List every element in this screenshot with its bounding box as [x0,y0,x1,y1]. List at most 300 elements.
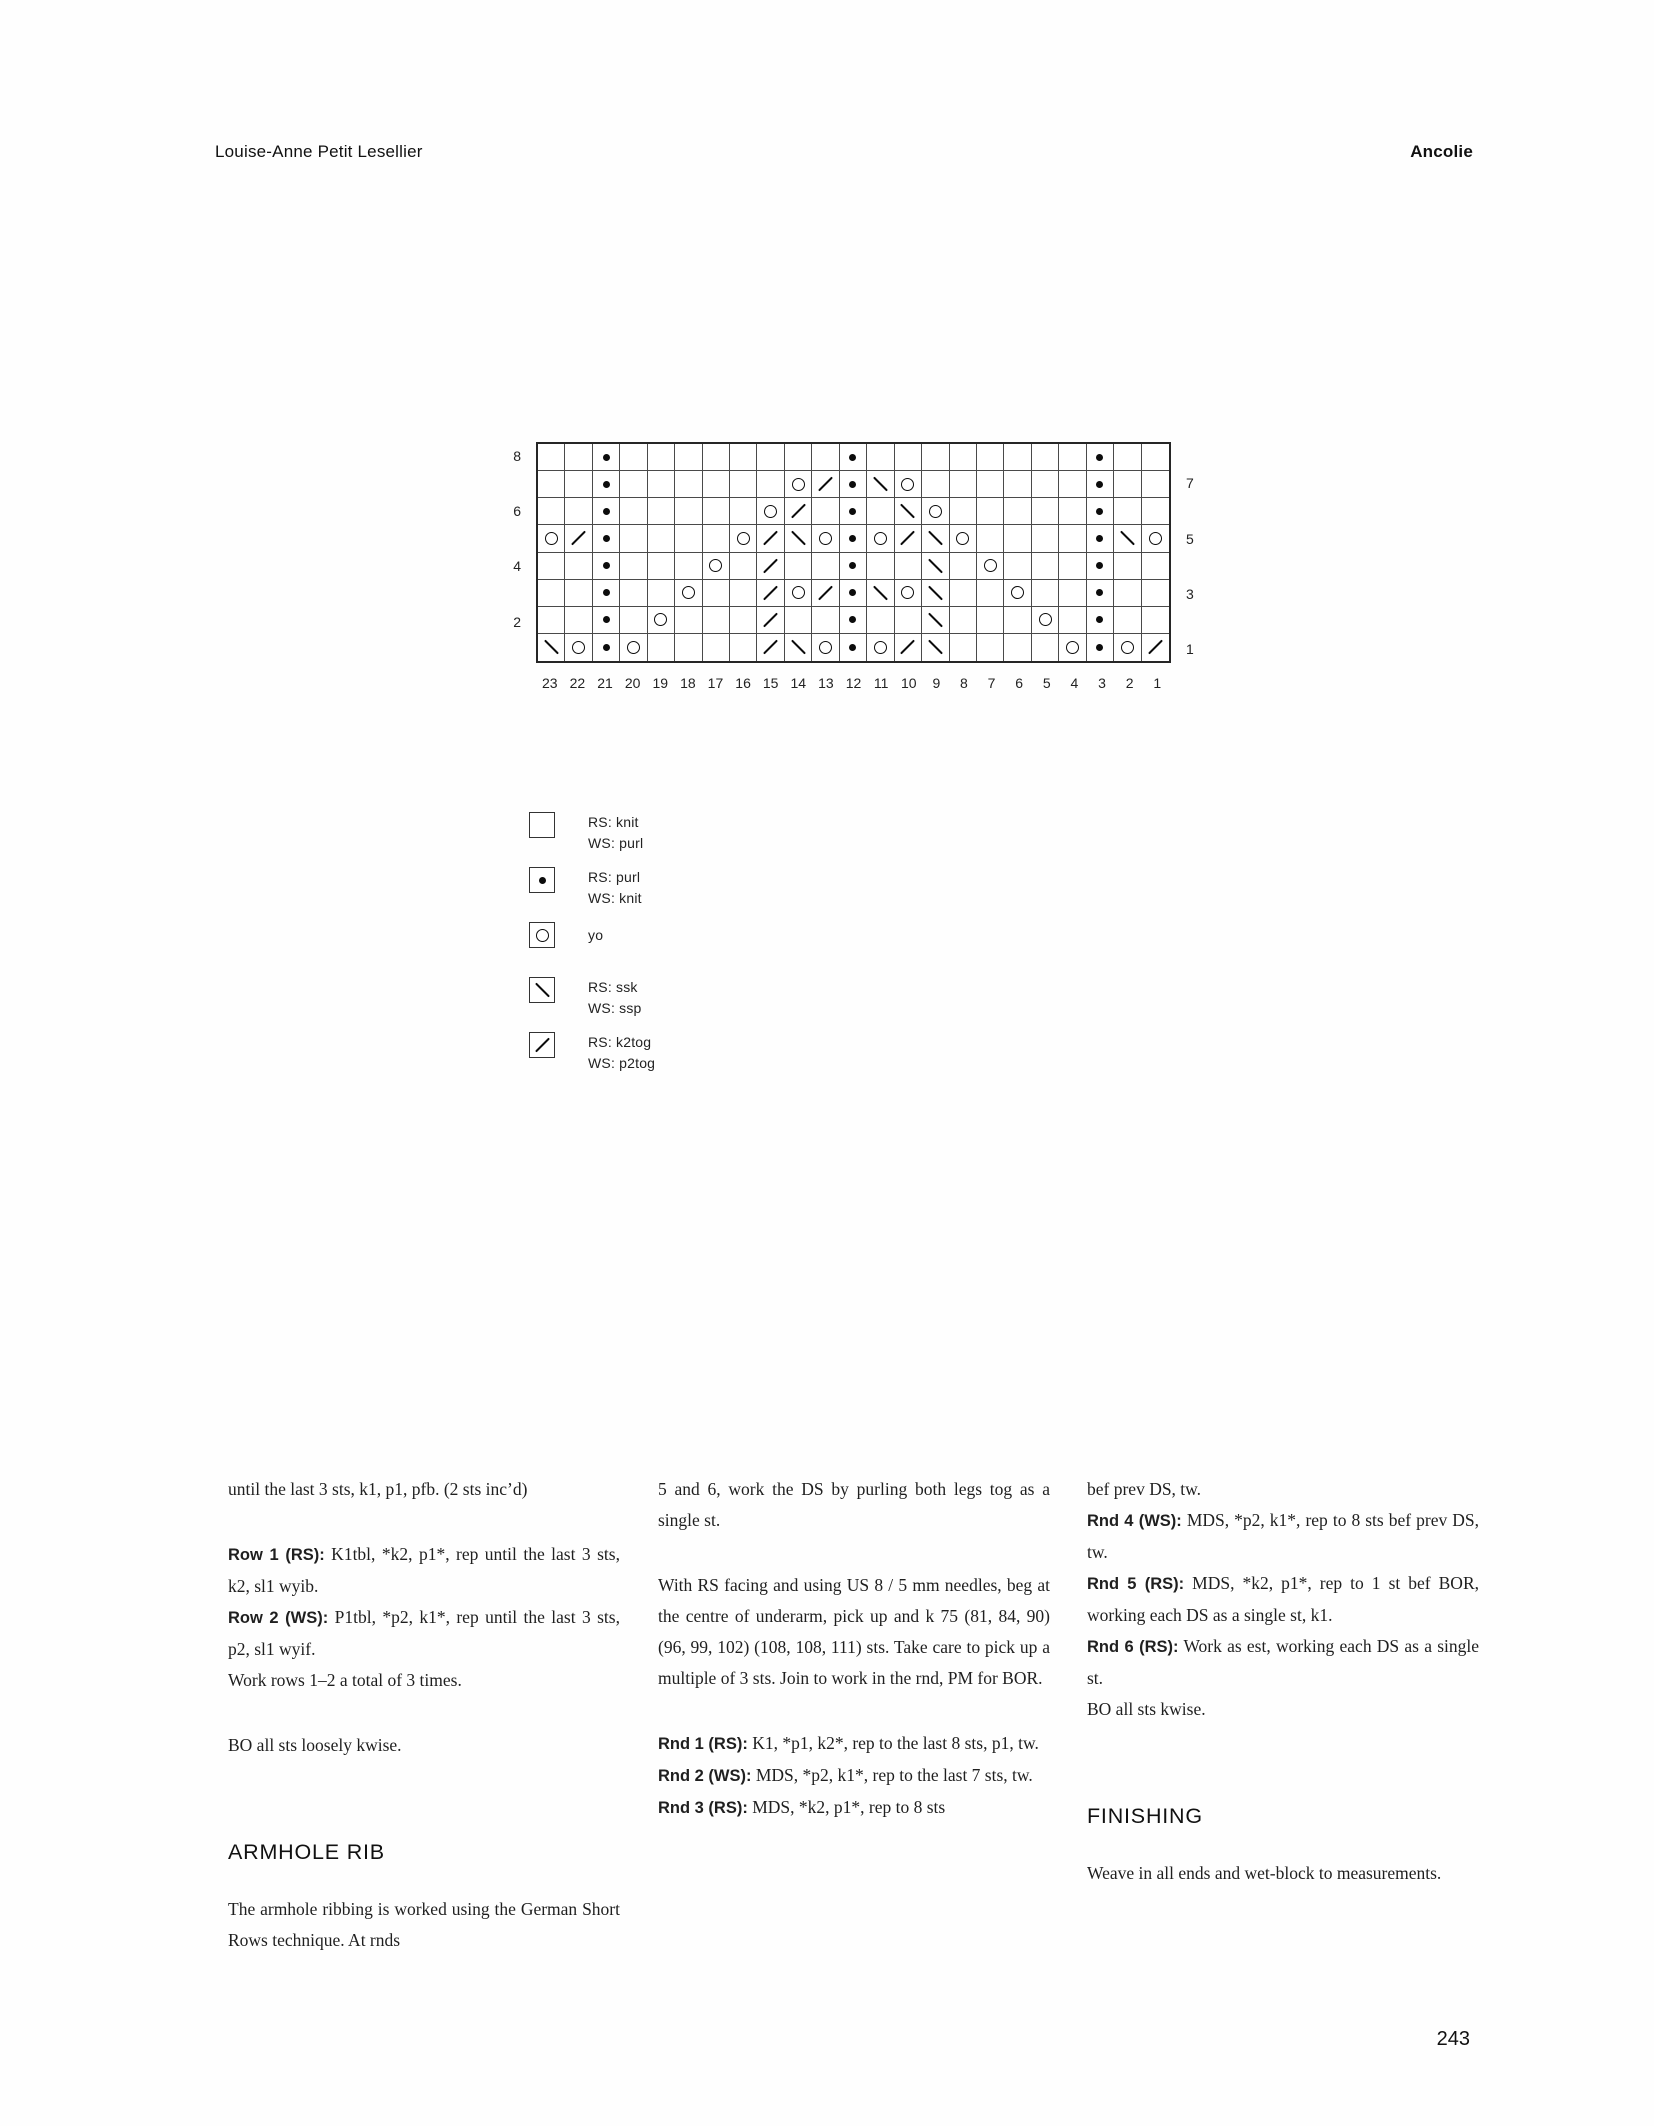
chart-cell [895,607,922,634]
chart-cell [757,634,784,661]
ssk-symbol [535,983,550,998]
chart-cell [867,580,894,607]
chart-cell [675,634,702,661]
chart-cell [867,525,894,552]
yarn-over-symbol [536,929,549,942]
chart-cell [1142,525,1169,552]
text-column-2 [658,1474,1050,1824]
chart-cell [950,634,977,661]
chart-cell [977,525,1004,552]
k2tog-symbol [818,477,833,492]
paragraph: Rnd 1 (RS): K1, *p1, k2*, rep to the last 8 sts, p1, tw. [658,1733,1039,1753]
chart-cell [1059,553,1086,580]
legend-symbol-box [529,812,555,838]
page-number: 243 [1436,2028,1470,2050]
purl-dot-symbol [849,644,856,651]
chart-cell [593,525,620,552]
chart-cell [812,553,839,580]
chart-cell [1087,607,1114,634]
instruction-label: Rnd 3 (RS): [658,1799,748,1817]
paragraph: Row 1 (RS): K1tbl, *k2, p1*, rep until the last 3 sts, k2, sl1 wyib. [228,1544,620,1596]
legend-label: RS: k2tog WS: p2tog [588,1034,656,1071]
chart-cell [840,607,867,634]
chart-cell [1004,525,1031,552]
chart-cell [1004,471,1031,498]
yarn-over-symbol [572,641,585,654]
chart-cell [593,553,620,580]
ssk-symbol [791,531,806,546]
chart-cell [785,471,812,498]
chart-column-labels [536,675,1171,691]
chart-cell [867,498,894,525]
yarn-over-symbol [874,532,887,545]
chart-cell [703,471,730,498]
purl-dot-symbol [1096,589,1103,596]
chart-cell [1032,444,1059,471]
ssk-symbol [544,640,559,655]
paragraph: BO all sts kwise. [1087,1699,1206,1719]
chart-cell [950,444,977,471]
chart-cell [648,553,675,580]
chart-cell [1059,607,1086,634]
chart-row-label: 4 [513,558,521,575]
chart-cell [1114,553,1141,580]
purl-dot-symbol [849,508,856,515]
chart-cell [922,498,949,525]
chart-cell [620,580,647,607]
chart-cell [922,553,949,580]
yarn-over-symbol [1039,613,1052,626]
legend-item [529,812,655,854]
yarn-over-symbol [627,641,640,654]
chart-cell [1004,580,1031,607]
ssk-symbol [928,640,943,655]
chart-cell [620,525,647,552]
paragraph: Rnd 2 (WS): MDS, *p2, k1*, rep to the last 7 sts, tw. [658,1765,1033,1785]
chart-col-label: 5 [1042,675,1051,691]
chart-cell [1142,444,1169,471]
chart-cell [785,498,812,525]
chart-cell [977,580,1004,607]
knitting-chart [513,442,1194,691]
chart-cell [757,580,784,607]
chart-cell [1114,498,1141,525]
purl-dot-symbol [603,454,610,461]
chart-cell [648,498,675,525]
chart-cell [620,444,647,471]
chart-cell [593,444,620,471]
k2tog-symbol [763,640,778,655]
ssk-symbol [1120,531,1135,546]
paragraph: bef prev DS, tw. [1087,1479,1202,1499]
section-heading: ARMHOLE RIB [228,1840,385,1864]
chart-cell [620,498,647,525]
paragraph: Row 2 (WS): P1tbl, *p2, k1*, rep until the last 3 sts, p2, sl1 wyif. [228,1607,620,1659]
chart-cell [1032,498,1059,525]
chart-cell [1142,471,1169,498]
yarn-over-symbol [956,532,969,545]
yarn-over-symbol [901,478,914,491]
chart-cell [620,553,647,580]
chart-cell [565,471,592,498]
chart-cell [538,580,565,607]
chart-cell [922,471,949,498]
chart-cell [840,471,867,498]
purl-dot-symbol [849,589,856,596]
chart-cell [1142,607,1169,634]
chart-cell [703,498,730,525]
chart-cell [1087,444,1114,471]
legend-item [529,867,655,909]
chart-cell [895,471,922,498]
chart-cell [1032,607,1059,634]
purl-dot-symbol [849,454,856,461]
chart-cell [730,498,757,525]
chart-cell [730,553,757,580]
chart-cell [895,634,922,661]
chart-cell [1004,607,1031,634]
purl-dot-symbol [849,616,856,623]
chart-cell [1114,607,1141,634]
purl-dot-symbol [539,877,546,884]
chart-cell [1087,580,1114,607]
chart-row-label: 5 [1186,530,1194,547]
chart-cell [977,498,1004,525]
chart-cell [565,607,592,634]
purl-dot-symbol [603,562,610,569]
purl-dot-symbol [603,589,610,596]
yarn-over-symbol [874,641,887,654]
chart-col-label: 3 [1098,675,1106,691]
yarn-over-symbol [984,559,997,572]
k2tog-symbol [900,640,915,655]
chart-cell [812,444,839,471]
chart-cell [703,607,730,634]
chart-cell [703,444,730,471]
chart-cell [867,444,894,471]
legend-label: yo [588,927,604,943]
yarn-over-symbol [545,532,558,545]
chart-row-label: 7 [1186,475,1194,492]
paragraph: until the last 3 sts, k1, p1, pfb. (2 sts inc’d) [228,1479,528,1499]
chart-cell [1004,553,1031,580]
chart-cell [922,444,949,471]
purl-dot-symbol [603,481,610,488]
chart-cell [593,580,620,607]
chart-cell [675,498,702,525]
chart-col-label: 14 [790,675,807,691]
yarn-over-symbol [1121,641,1134,654]
legend-label: RS: purl WS: knit [588,869,642,906]
ssk-symbol [928,558,943,573]
instruction-label: Rnd 4 (WS): [1087,1512,1182,1530]
chart-cell [757,525,784,552]
chart-cell [730,471,757,498]
chart-row-label: 3 [1186,585,1194,602]
chart-cell [675,607,702,634]
chart-cell [593,607,620,634]
chart-cell [703,525,730,552]
chart-col-label: 4 [1070,675,1079,691]
chart-col-label: 15 [762,675,779,691]
chart-cell [977,607,1004,634]
legend-symbol-box [529,867,555,893]
chart-cell [1032,471,1059,498]
yarn-over-symbol [901,586,914,599]
chart-cell [1142,580,1169,607]
chart-cell [565,444,592,471]
chart-cell [812,471,839,498]
k2tog-symbol [818,585,833,600]
chart-cell [703,553,730,580]
chart-cell [538,444,565,471]
chart-cell [1142,498,1169,525]
chart-cell [675,525,702,552]
chart-cell [1114,525,1141,552]
chart-cell [812,525,839,552]
paragraph: With RS facing and using US 8 / 5 mm needles, beg at the centre of underarm, pick up and k 75 (81, 84, 90) (96, 99, 102) (108, 108, 111) sts. Take care to pick up a multiple of 3 sts. Join to work in the rnd, PM for BOR. [658,1575,1050,1688]
chart-cell [648,580,675,607]
ssk-symbol [900,504,915,519]
chart-cell [1004,498,1031,525]
chart-col-label: 7 [987,675,996,691]
paragraph: 5 and 6, work the DS by purling both legs tog as a single st. [658,1479,1050,1530]
chart-cell [1059,471,1086,498]
chart-cell [812,607,839,634]
chart-cell [1032,525,1059,552]
chart-cell [840,525,867,552]
chart-cell [1059,444,1086,471]
chart-cell [840,444,867,471]
purl-dot-symbol [1096,454,1103,461]
chart-row-label: 6 [513,503,521,520]
chart-cell [785,553,812,580]
purl-dot-symbol [1096,616,1103,623]
k2tog-symbol [571,531,586,546]
knitting-chart-grid [536,442,1171,663]
yarn-over-symbol [1011,586,1024,599]
chart-cell [977,634,1004,661]
chart-cell [675,444,702,471]
chart-cell [593,634,620,661]
ssk-symbol [873,585,888,600]
chart-cell [922,525,949,552]
chart-cell [565,553,592,580]
chart-cell [922,607,949,634]
k2tog-symbol [900,531,915,546]
chart-col-label: 23 [542,675,558,691]
purl-dot-symbol [1096,535,1103,542]
chart-cell [1087,471,1114,498]
chart-col-label: 16 [735,675,751,691]
chart-cell [538,525,565,552]
chart-cell [950,607,977,634]
chart-cell [1004,444,1031,471]
chart-cell [950,525,977,552]
chart-cell [922,634,949,661]
chart-col-label: 1 [1153,675,1162,691]
chart-cell [950,580,977,607]
text-column-3 [1087,1474,1479,1889]
chart-cell [895,525,922,552]
chart-cell [648,634,675,661]
chart-cell [648,471,675,498]
chart-cell [1059,525,1086,552]
chart-cell [565,498,592,525]
chart-cell [730,634,757,661]
yarn-over-symbol [654,613,667,626]
ssk-symbol [928,531,943,546]
k2tog-symbol [763,612,778,627]
k2tog-symbol [763,531,778,546]
chart-cell [757,607,784,634]
paragraph: The armhole ribbing is worked using the German Short Rows technique. At rnds [228,1899,620,1950]
yarn-over-symbol [929,505,942,518]
purl-dot-symbol [1096,481,1103,488]
chart-cell [565,525,592,552]
chart-cell [675,580,702,607]
chart-cell [895,444,922,471]
chart-cell [648,525,675,552]
ssk-symbol [928,585,943,600]
purl-dot-symbol [603,535,610,542]
chart-cell [1032,580,1059,607]
chart-cell [538,634,565,661]
chart-col-label: 6 [1015,675,1024,691]
chart-col-label: 2 [1125,675,1134,691]
legend-symbol-box [529,922,555,948]
chart-cell [950,498,977,525]
chart-cell [538,607,565,634]
chart-cell [895,553,922,580]
chart-cell [620,607,647,634]
section-heading: FINISHING [1087,1804,1203,1828]
yarn-over-symbol [1149,532,1162,545]
chart-cell [840,498,867,525]
chart-cell [977,444,1004,471]
chart-col-label: 22 [569,675,586,691]
k2tog-symbol [763,585,778,600]
ssk-symbol [791,640,806,655]
paragraph: Work rows 1–2 a total of 3 times. [228,1670,462,1690]
instruction-label: Rnd 6 (RS): [1087,1638,1179,1656]
chart-cell [1142,634,1169,661]
chart-cell [895,580,922,607]
instruction-label: Row 1 (RS): [228,1546,325,1564]
chart-cell [977,471,1004,498]
chart-cell [1004,634,1031,661]
chart-col-label: 10 [900,675,917,691]
purl-dot-symbol [1096,508,1103,515]
k2tog-symbol [791,504,806,519]
purl-dot-symbol [1096,644,1103,651]
paragraph: BO all sts loosely kwise. [228,1735,402,1755]
yarn-over-symbol [1066,641,1079,654]
legend-label: RS: ssk WS: ssp [588,979,642,1016]
legend-symbol-box [529,1032,555,1058]
chart-cell [867,553,894,580]
legend-item [529,922,655,964]
chart-col-label: 17 [707,675,724,691]
chart-row-label: 8 [513,447,521,464]
chart-cell [620,634,647,661]
purl-dot-symbol [603,508,610,515]
purl-dot-symbol [603,616,610,623]
instruction-label: Rnd 1 (RS): [658,1735,748,1753]
purl-dot-symbol [849,562,856,569]
chart-cell [648,607,675,634]
chart-cell [757,444,784,471]
chart-col-label: 11 [873,675,889,691]
chart-col-label: 18 [680,675,696,691]
chart-cell [785,525,812,552]
chart-cell [757,553,784,580]
chart-cell [1059,580,1086,607]
yarn-over-symbol [819,641,832,654]
k2tog-symbol [763,558,778,573]
chart-cell [565,580,592,607]
instruction-label: Rnd 5 (RS): [1087,1575,1185,1593]
chart-col-label: 12 [845,675,862,691]
text-column-1 [228,1474,620,1956]
purl-dot-symbol [1096,562,1103,569]
purl-dot-symbol [603,644,610,651]
chart-legend [529,812,655,1087]
chart-cell [648,444,675,471]
yarn-over-symbol [819,532,832,545]
chart-cell [620,471,647,498]
chart-col-label: 20 [624,675,641,691]
chart-cell [1114,580,1141,607]
chart-cell [675,471,702,498]
chart-cell [785,634,812,661]
ssk-symbol [928,612,943,627]
chart-cell [1059,634,1086,661]
chart-cell [1032,553,1059,580]
chart-cell [1087,498,1114,525]
legend-item [529,1032,655,1074]
chart-cell [867,634,894,661]
chart-col-label: 21 [597,675,613,691]
chart-cell [1059,498,1086,525]
chart-cell [593,498,620,525]
chart-cell [757,498,784,525]
chart-cell [840,580,867,607]
yarn-over-symbol [737,532,750,545]
chart-cell [703,580,730,607]
chart-row-label: 2 [513,613,521,630]
legend-label: RS: knit WS: purl [588,814,644,851]
chart-cell [730,525,757,552]
chart-cell [593,471,620,498]
chart-cell [1087,634,1114,661]
yarn-over-symbol [792,478,805,491]
paragraph: Rnd 5 (RS): MDS, *k2, p1*, rep to 1 st bef BOR, working each DS as a single st, k1. [1087,1573,1479,1625]
chart-cell [1032,634,1059,661]
yarn-over-symbol [709,559,722,572]
chart-cell [1114,634,1141,661]
header-author: Louise-Anne Petit Lesellier [215,142,423,161]
chart-col-label: 19 [652,675,669,691]
chart-cell [730,607,757,634]
chart-cell [785,580,812,607]
chart-cell [538,498,565,525]
chart-cell [757,471,784,498]
chart-cell [1087,553,1114,580]
chart-cell [1114,471,1141,498]
chart-cell [812,580,839,607]
chart-cell [977,553,1004,580]
